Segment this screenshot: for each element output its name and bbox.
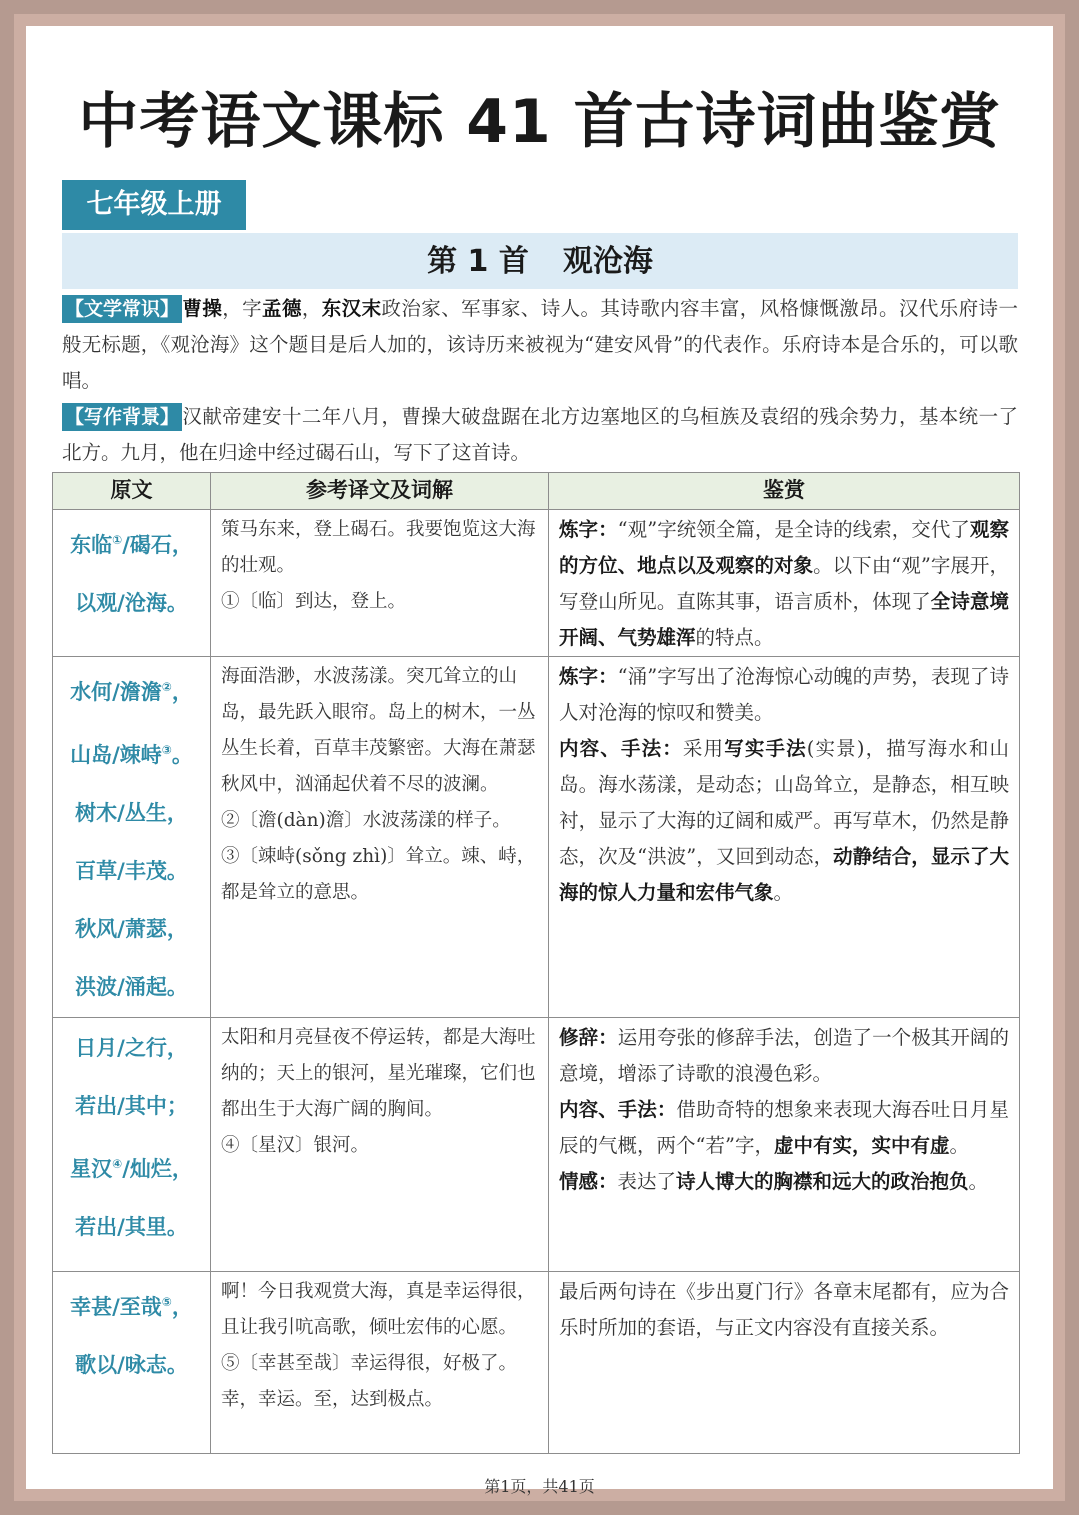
appreciation-cell	[549, 1018, 1020, 1272]
appreciation-text: 最后两句诗在《步出夏门行》各章末尾都有，应为合乐时所加的套语，与正文内容没有直接关系。	[559, 1280, 1009, 1339]
appreciation-text: 的特点。	[695, 626, 774, 649]
key-phrase: 动静结合，显示了大海的惊人力量和宏伟气象	[559, 845, 1009, 904]
appreciation-paragraph	[559, 1092, 1009, 1164]
appreciation-text: 。	[949, 1134, 969, 1157]
original-text: 洪波/涌起。	[75, 975, 188, 999]
knowledge-text: 政治家、军事家、诗人。其诗歌内容丰富，风格慷慨激昂。汉代乐府诗一般无标题，《观沧海》这个题目是后人加的，该诗历来被视为“建安风骨”的代表作。乐府诗本是合乐的，可以歌唱。	[62, 297, 1018, 392]
table-row	[53, 657, 1020, 1018]
appreciation-paragraph	[559, 659, 1009, 731]
original-text: ，	[171, 680, 193, 704]
writing-background	[62, 399, 1018, 471]
literary-knowledge	[62, 291, 1018, 399]
original-line	[54, 842, 209, 900]
appreciation-text: 运用夸张的修辞手法，创造了一个极其开阔的意境，增添了诗歌的浪漫色彩。	[559, 1026, 1009, 1085]
appreciation-paragraph	[559, 1164, 1009, 1200]
table-row	[53, 510, 1020, 657]
grade-badge: 七年级上册	[62, 180, 246, 230]
key-phrase: 全诗意境开阔、气势雄浑	[559, 590, 1009, 649]
original-cell	[53, 1018, 211, 1272]
original-text: 星汉	[70, 1157, 113, 1181]
original-line	[54, 1077, 209, 1135]
original-text: 歌以/咏志。	[75, 1353, 188, 1377]
appreciation-text: 表达了	[617, 1170, 677, 1193]
table-row	[53, 1272, 1020, 1454]
original-line	[54, 900, 209, 958]
translation-cell	[211, 657, 549, 1018]
document-title: 中考语文课标 41 首古诗词曲鉴赏	[78, 87, 1001, 157]
translation-text: 啊！今日我观赏大海，真是幸运得很，且让我引吭高歌，倾吐宏伟的心愿。	[221, 1281, 536, 1338]
appreciation-text: 采用	[682, 737, 725, 760]
appreciation-text: 借助奇特的想象来表现大海吞吐日月星辰的气概，两个“若”字，	[559, 1098, 1009, 1157]
knowledge-label: 【文学常识】	[62, 295, 182, 323]
appreciation-cell	[549, 510, 1020, 657]
poem-heading	[62, 233, 1018, 289]
appreciation-text: (实景)，描写海水和山岛。海水荡漾，是动态；山岛耸立，是静态，相互映衬，显示了大海的辽阔和威严。再写草木，仍然是静态，次及“洪波”，又回到动态，	[559, 737, 1009, 868]
appreciation-text: 。	[968, 1170, 989, 1193]
original-line	[54, 1019, 209, 1077]
key-phrase: 炼字：	[559, 665, 618, 688]
original-text: 山岛/竦峙	[70, 743, 162, 767]
header-translation: 参考译文及词解	[211, 473, 549, 510]
footnote-marker: ⑤	[161, 1295, 172, 1309]
key-phrase: 观察的方位、地点以及观察的对象	[559, 518, 1009, 577]
key-phrase: 写实手法	[724, 737, 807, 760]
annotation: ③〔竦峙(sǒng zhì)〕耸立。竦、峙，都是耸立的意思。	[221, 846, 536, 903]
key-phrase: 炼字：	[559, 518, 618, 541]
appreciation-text: 。	[773, 881, 794, 904]
background-label: 【写作背景】	[62, 403, 182, 431]
annotation: ②〔澹(dàn)澹〕水波荡漾的样子。	[221, 810, 511, 831]
appreciation-text: 。以下由“观”字展开，写登山所见。直陈其事，语言质朴，体现了	[559, 554, 1009, 613]
key-phrase: 内容、手法：	[559, 1098, 677, 1121]
poem-name: 观沧海	[562, 244, 653, 279]
original-line	[54, 574, 209, 632]
appreciation-text: “观”字统领全篇，是全诗的线索，交代了	[617, 518, 970, 541]
key-phrase: 虚中有实，实中有虚	[773, 1134, 950, 1157]
original-text: /灿烂，	[122, 1157, 193, 1181]
original-text: ，	[171, 1295, 193, 1319]
original-line	[54, 1336, 209, 1394]
appreciation-cell	[549, 657, 1020, 1018]
background-text: 汉献帝建安十二年八月，曹操大破盘踞在北方边塞地区的乌桓族及袁绍的残余势力，基本统一了北方。九月，他在归途中经过碣石山，写下了这首诗。	[62, 405, 1018, 464]
annotation: ⑤〔幸甚至哉〕幸运得很，好极了。幸，幸运。至，达到极点。	[221, 1353, 518, 1410]
author-courtesy-name: 孟德	[262, 297, 302, 320]
original-line	[54, 721, 209, 784]
original-cell	[53, 1272, 211, 1454]
annotation: ①〔临〕到达，登上。	[221, 591, 407, 612]
poem-number: 第 1 首	[427, 244, 529, 279]
table-header-row	[53, 473, 1020, 510]
footnote-marker: ①	[112, 533, 123, 547]
original-line	[54, 511, 209, 574]
appreciation-paragraph	[559, 731, 1009, 911]
translation-cell	[211, 510, 549, 657]
original-text: 若出/其里。	[75, 1215, 188, 1239]
annotation: ④〔星汉〕银河。	[221, 1135, 370, 1156]
page-footer: 第1页，共41页	[484, 1477, 595, 1496]
original-text: 秋风/萧瑟，	[75, 917, 188, 941]
original-cell	[53, 510, 211, 657]
original-line	[54, 658, 209, 721]
translation-text: 太阳和月亮昼夜不停运转，都是大海吐纳的；天上的银河，星光璀璨，它们也都出生于大海广阔的胸间。	[221, 1027, 536, 1120]
original-cell	[53, 657, 211, 1018]
appreciation-paragraph	[559, 512, 1009, 656]
original-text: 。	[171, 743, 193, 767]
footnote-marker: ③	[161, 743, 172, 757]
original-text: 百草/丰茂。	[75, 859, 188, 883]
original-line	[54, 784, 209, 842]
key-phrase: 情感：	[559, 1170, 618, 1193]
key-phrase: 修辞：	[559, 1026, 618, 1049]
original-text: /碣石，	[122, 533, 193, 557]
original-line	[54, 1273, 209, 1336]
footnote-marker: ②	[161, 680, 172, 694]
original-text: 日月/之行，	[75, 1036, 188, 1060]
original-line	[54, 1135, 209, 1198]
key-phrase: 诗人博大的胸襟和远大的政治抱负	[676, 1170, 969, 1193]
original-text: 东临	[70, 533, 113, 557]
author-name: 曹操	[182, 297, 223, 320]
text-span: ，字	[222, 297, 263, 320]
table-row	[53, 1018, 1020, 1272]
translation-text: 策马东来，登上碣石。我要饱览这大海的壮观。	[221, 519, 536, 576]
header-appreciation: 鉴赏	[549, 473, 1020, 510]
original-text: 若出/其中；	[75, 1094, 188, 1118]
appreciation-paragraph	[559, 1274, 1009, 1346]
translation-cell	[211, 1018, 549, 1272]
original-line	[54, 958, 209, 1016]
original-text: 水何/澹澹	[70, 680, 162, 704]
original-text: 树木/丛生，	[75, 801, 188, 825]
original-text: 以观/沧海。	[75, 591, 188, 615]
translation-text: 海面浩渺，水波荡漾。突兀耸立的山岛，最先跃入眼帘。岛上的树木，一丛丛生长着，百草丰茂繁密。大海在萧瑟秋风中，汹涌起伏着不尽的波澜。	[221, 666, 536, 795]
original-text: 幸甚/至哉	[70, 1295, 162, 1319]
footnote-marker: ④	[112, 1157, 123, 1171]
appreciation-cell	[549, 1272, 1020, 1454]
translation-cell	[211, 1272, 549, 1454]
key-phrase: 内容、手法：	[559, 737, 683, 760]
appreciation-text: “涌”字写出了沧海惊心动魄的声势，表现了诗人对沧海的惊叹和赞美。	[559, 665, 1009, 724]
header-original: 原文	[53, 473, 211, 510]
poem-table	[52, 472, 1020, 1454]
text-span: ，	[301, 297, 322, 320]
appreciation-paragraph	[559, 1020, 1009, 1092]
author-era: 东汉末	[321, 297, 382, 320]
original-line	[54, 1198, 209, 1256]
